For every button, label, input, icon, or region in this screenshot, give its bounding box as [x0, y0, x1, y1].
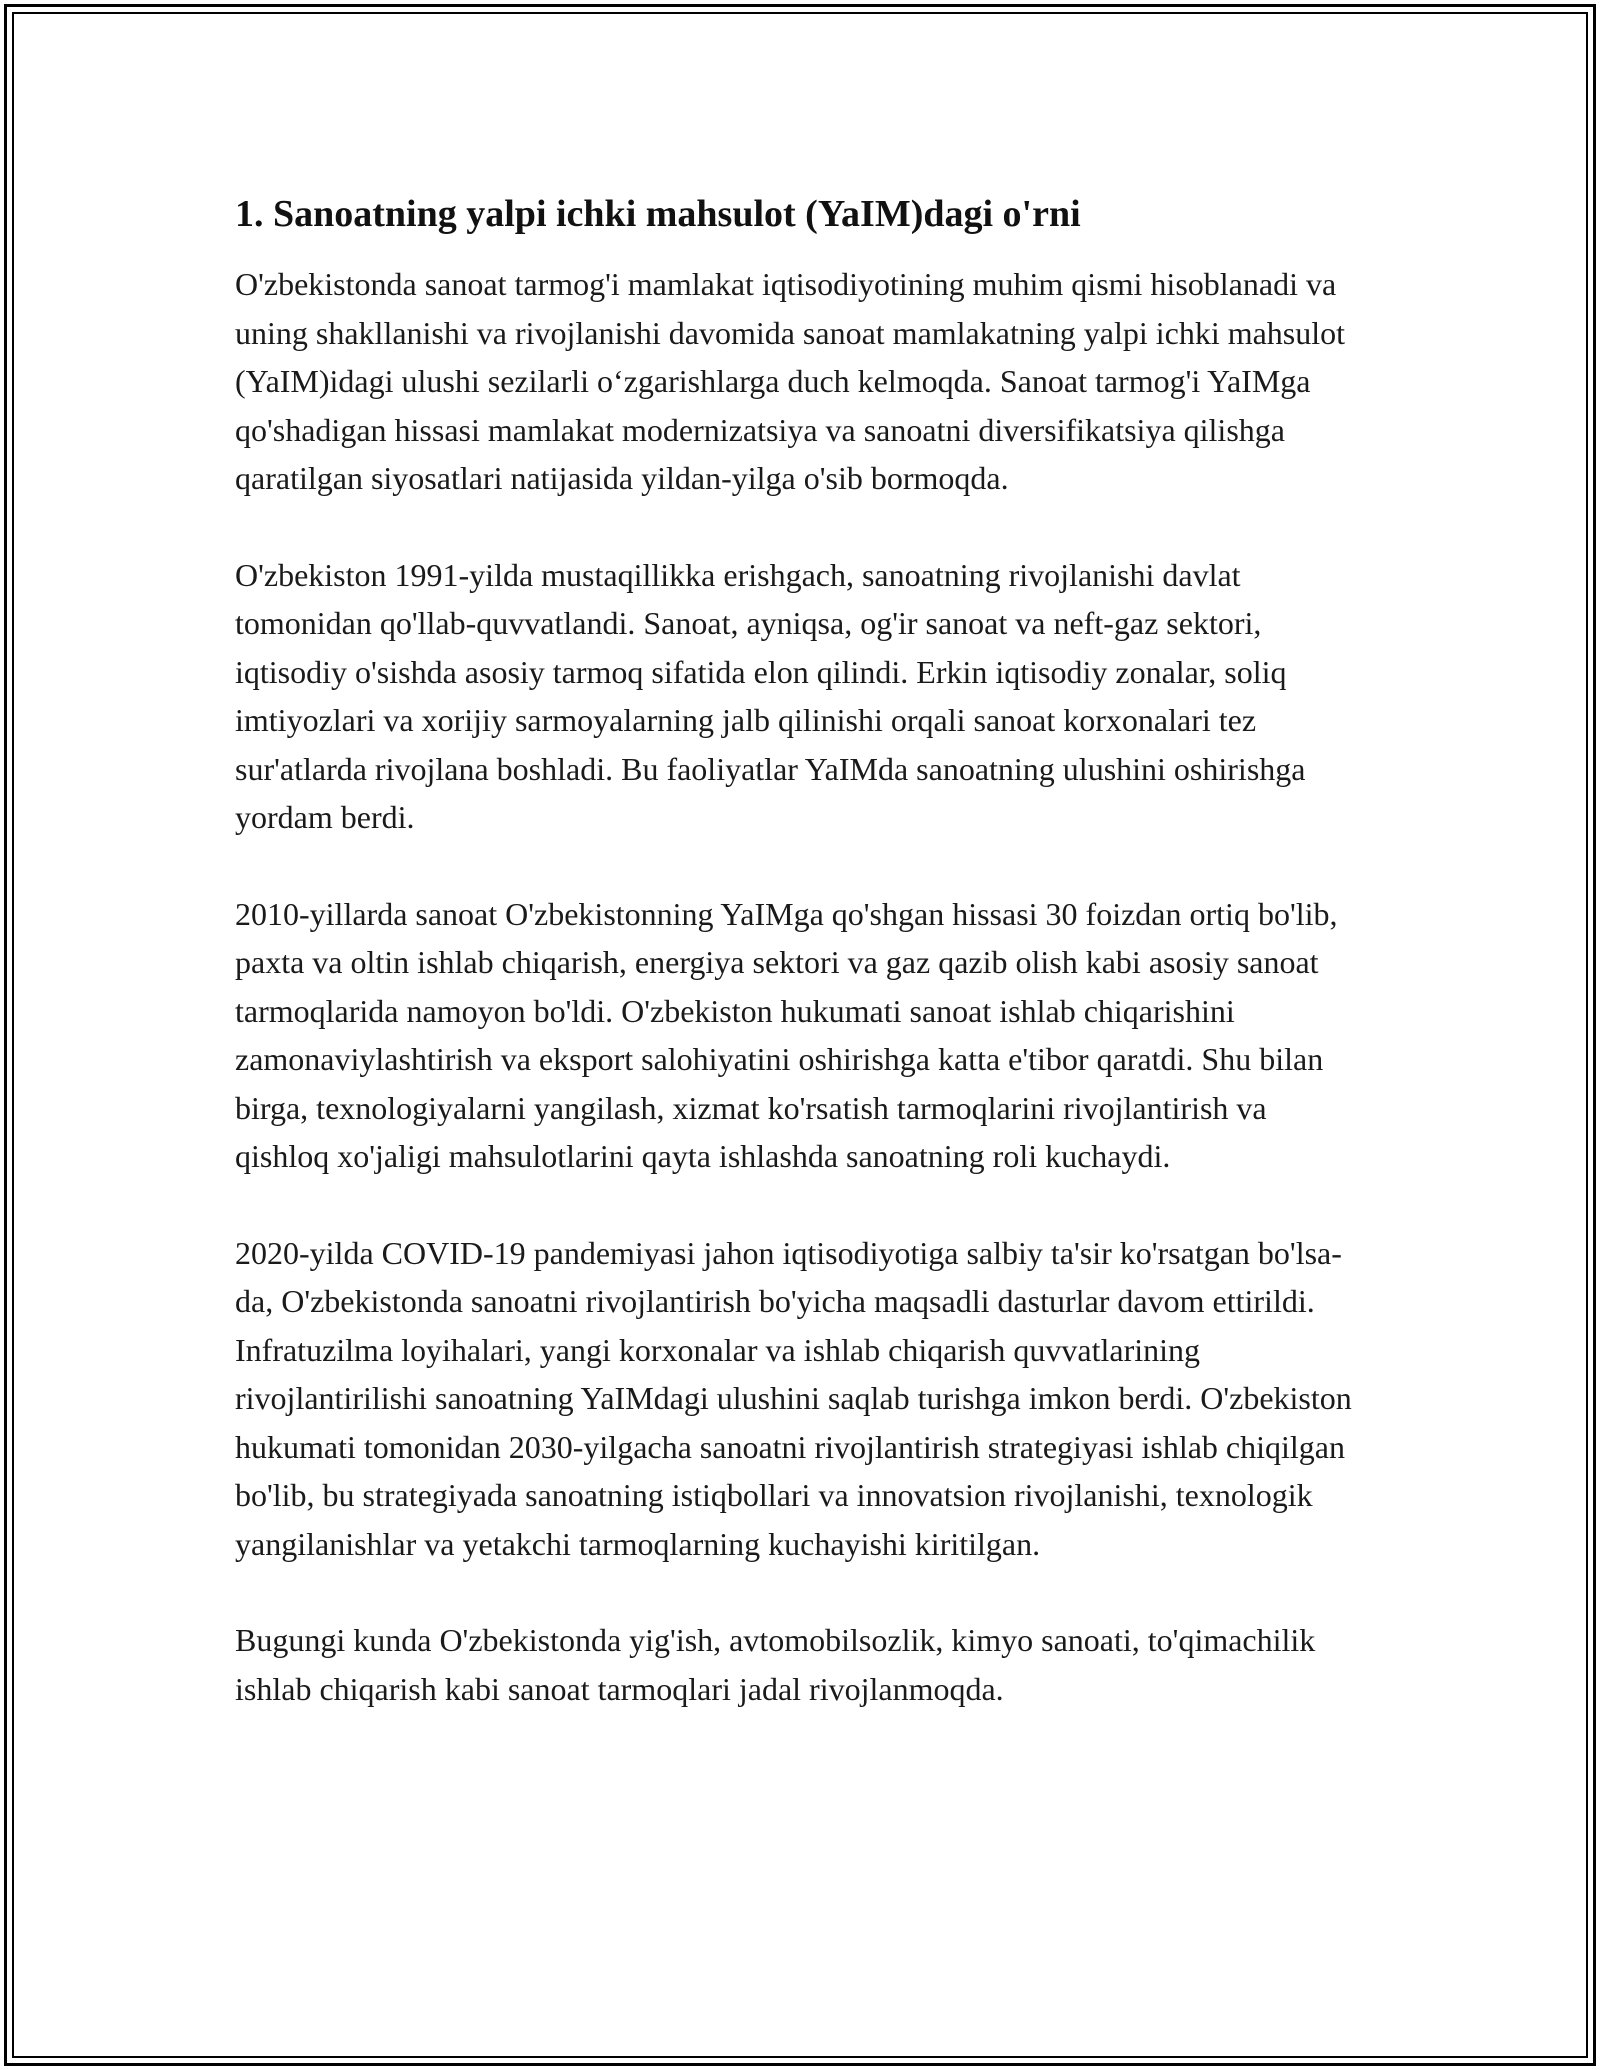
- paragraph: 2020-yilda COVID-19 pandemiyasi jahon iqtisodiyotiga salbiy ta'sir ko'rsatgan bo'lsa-da, O'zbekistonda sanoatni rivojlantirish bo'yicha maqsadli dasturlar davom ettirildi. Infratuzilma loyihalari, yangi korxonalar va ishlab chiqarish quvvatlarining rivojlantirilishi sanoatning YaIMdagi ulushini saqlab turishga imkon berdi. O'zbekiston hukumati tomonidan 2030-yilgacha sanoatni rivojlantirish strategiyasi ishlab chiqilgan bo'lib, bu strategiyada sanoatning istiqbollari va innovatsion rivojlanishi, texnologik yangilanishlar va yetakchi tarmoqlarning kuchayishi kiritilgan.: [235, 1234, 1352, 1562]
- paragraph: 2010-yillarda sanoat O'zbekistonning YaIMga qo'shgan hissasi 30 foizdan ortiq bo'lib, paxta va oltin ishlab chiqarish, energiya sektori va gaz qazib olish kabi asosiy sanoat tarmoqlarida namoyon bo'ldi. O'zbekiston hukumati sanoat ishlab chiqarishini zamonaviylashtirish va eksport salohiyatini oshirishga katta e'tibor qaratdi. Shu bilan birga, texnologiyalarni yangilash, xizmat ko'rsatish tarmoqlarini rivojlantirish va qishloq xo'jaligi mahsulotlarini qayta ishlashda sanoatning roli kuchaydi.: [235, 895, 1338, 1174]
- paragraph: O'zbekiston 1991-yilda mustaqillikka erishgach, sanoatning rivojlanishi davlat tomonidan qo'llab-quvvatlandi. Sanoat, ayniqsa, og'ir sanoat va neft-gaz sektori, iqtisodiy o'sishda asosiy tarmoq sifatida elon qilindi. Erkin iqtisodiy zonalar, soliq imtiyozlari va xorijiy sarmoyalarning jalb qilinishi orqali sanoat korxonalari tez sur'atlarda rivojlana boshladi. Bu faoliyatlar YaIMda sanoatning ulushini oshirishga yordam berdi.: [235, 556, 1306, 835]
- document-body: [235, 188, 1365, 1713]
- section-heading: 1. Sanoatning yalpi ichki mahsulot (YaIM)dagi o'rni: [235, 193, 1081, 235]
- paragraph: O'zbekistonda sanoat tarmog'i mamlakat iqtisodiyotining muhim qismi hisoblanadi va uning shakllanishi va rivojlanishi davomida sanoat mamlakatning yalpi ichki mahsulot (YaIM)idagi ulushi sezilarli o‘zgarishlarga duch kelmoqda. Sanoat tarmog'i YaIMga qo'shadigan hissasi mamlakat modernizatsiya va sanoatni diversifikatsiya qilishga qaratilgan siyosatlari natijasida yildan-yilga o'sib bormoqda.: [235, 266, 1346, 496]
- paragraph: Bugungi kunda O'zbekistonda yig'ish, avtomobilsozlik, kimyo sanoati, to'qimachilik ishlab chiqarish kabi sanoat tarmoqlari jadal rivojlanmoqda.: [235, 1622, 1316, 1707]
